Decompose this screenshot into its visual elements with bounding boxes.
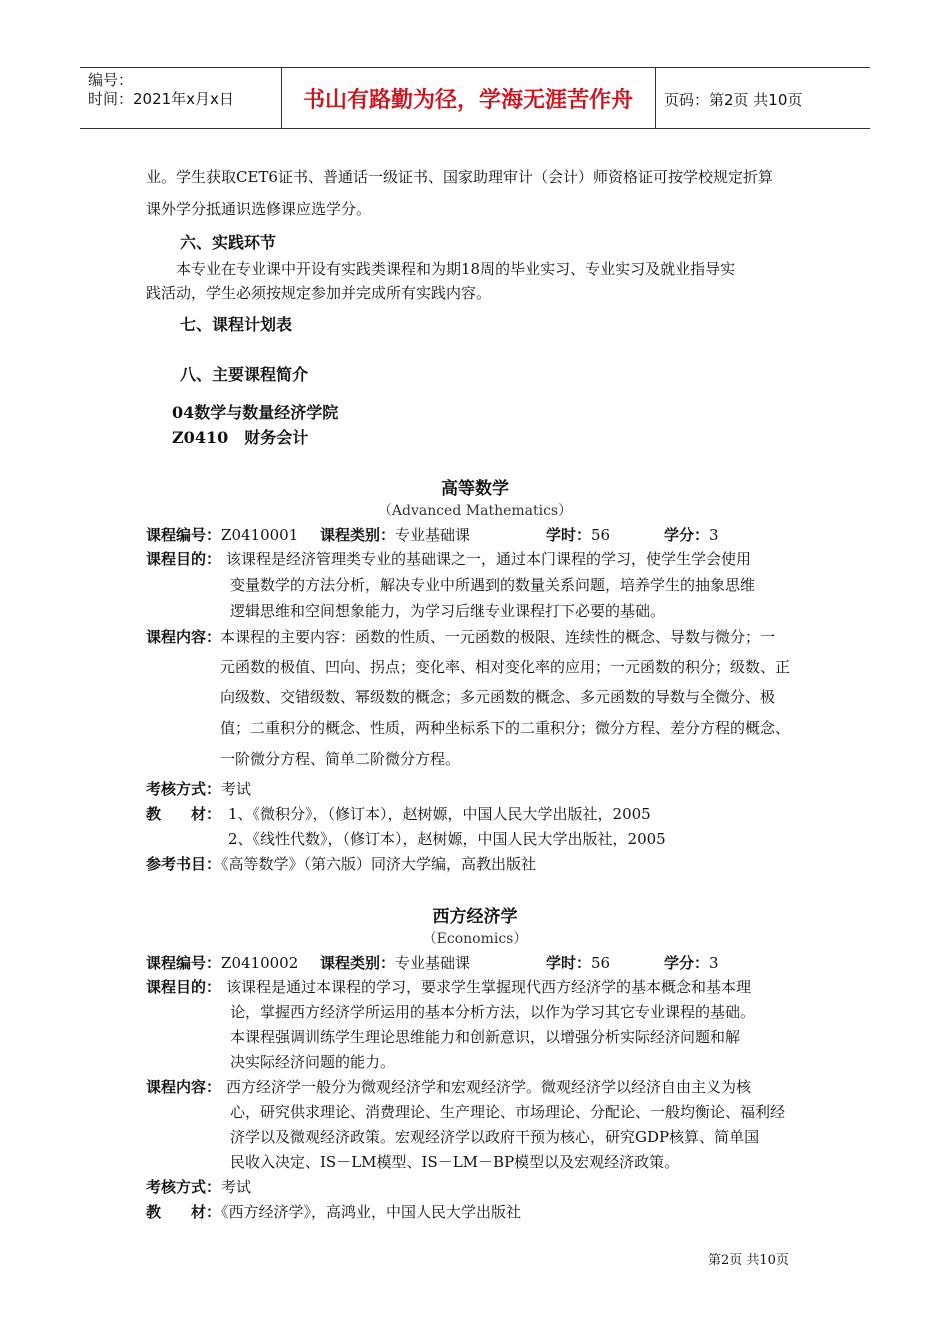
course-type: 专业基础课 (395, 526, 471, 544)
exam-label: 考核方式： (146, 1178, 222, 1196)
course-1-textbook-2: 2、《线性代数》，（修订本），赵树嫄，中国人民大学出版社，2005 (228, 830, 666, 848)
course-type-label: 课程类别： (320, 526, 396, 544)
course-type-label: 课程类别： (320, 954, 396, 972)
textbook-label: 教 材： (146, 1203, 222, 1221)
course-1-textbook-1: 1、《微积分》，（修订本），赵树嫄，中国人民大学出版社，2005 (228, 805, 651, 823)
course-hours-label: 学时： (546, 526, 592, 544)
course-1-content-line-4: 值；二重积分的概念、性质，两种坐标系下的二重积分；微分方程、差分方程的概念、 (220, 719, 791, 737)
college-name: 04数学与数量经济学院 (172, 403, 339, 422)
intro-line-1: 业。学生获取CET6证书、普通话一级证书、国家助理审计（会计）师资格证可按学校规定折算 (146, 168, 773, 186)
course-code: Z0410002 (221, 954, 299, 972)
course-1-content-line-2: 元函数的极值、凹向、拐点；变化率、相对变化率的应用；一元函数的积分；级数、正 (220, 658, 791, 676)
course-credit: 3 (709, 954, 719, 972)
course-2-hours-row (546, 952, 610, 973)
course-1-goal-line-2: 变量数学的方法分析，解决专业中所遇到的数量关系问题，培养学生的抽象思维 (230, 576, 756, 594)
section-7-heading: 七、课程计划表 (180, 315, 293, 334)
course-2-content-line-1: 西方经济学一般分为微观经济学和宏观经济学。微观经济学以经济自由主义为核 (226, 1078, 752, 1096)
course-2-goal-line-1: 该课程是通过本课程的学习，要求学生掌握现代西方经济学的基本概念和基本理 (226, 978, 752, 996)
course-1-type-row (320, 524, 470, 545)
course-2-type-row (320, 952, 470, 973)
course-1-content-label: 课程内容： (146, 628, 222, 646)
reference-label: 参考书目： (146, 855, 222, 873)
course-hours: 56 (591, 954, 611, 972)
course-2-goal-line-2: 论，掌握西方经济学所运用的基本分析方法，以作为学习其它专业课程的基础。 (230, 1003, 756, 1021)
course-1-goal-line-1: 该课程是经济管理类专业的基础课之一，通过本门课程的学习，使学生学会使用 (226, 550, 752, 568)
header-bottom-rule (80, 128, 870, 129)
course-2-code-row (146, 952, 298, 973)
course-code: Z0410001 (221, 526, 299, 544)
course-2-content-line-3: 济学以及微观经济政策。宏观经济学以政府干预为核心，研究GDP核算、简单国 (230, 1128, 760, 1146)
section-6-line-2: 践活动，学生必须按规定参加并完成所有实践内容。 (146, 284, 492, 302)
course-1-goal-label: 课程目的： (146, 550, 222, 568)
header-divider-right (655, 67, 656, 129)
header-top-rule (80, 67, 870, 68)
header-motto: 书山有路勤为径，学海无涯苦作舟 (302, 88, 633, 113)
course-code-label: 课程编号： (146, 526, 222, 544)
course-2-english-title: （Economics） (422, 931, 528, 947)
header-page: 页码：第2页 共10页 (664, 91, 803, 109)
textbook-value: 《西方经济学》，高鸿业，中国人民大学出版社 (221, 1203, 522, 1221)
exam-value: 考试 (221, 1178, 252, 1196)
exam-value: 考试 (221, 780, 252, 798)
intro-line-2: 课外学分抵通识选修课应选学分。 (146, 200, 372, 218)
course-1-hours-row (546, 524, 610, 545)
course-1-exam-row (146, 778, 251, 799)
course-1-credit-row (664, 524, 719, 545)
course-2-content-line-4: 民收入决定、IS－LM模型、IS－LM－BP模型以及宏观经济政策。 (230, 1153, 680, 1171)
course-type: 专业基础课 (395, 954, 471, 972)
section-6-heading: 六、实践环节 (180, 233, 277, 252)
course-1-code-row (146, 524, 298, 545)
course-2-goal-line-4: 决实际经济问题的能力。 (230, 1053, 396, 1071)
exam-label: 考核方式： (146, 780, 222, 798)
course-2-textbook-row (146, 1201, 521, 1222)
course-2-content-line-2: 心，研究供求理论、消费理论、生产理论、市场理论、分配论、一般均衡论、福利经 (230, 1103, 786, 1121)
reference-value: 《高等数学》（第六版）同济大学编，高教出版社 (221, 855, 537, 873)
course-1-content-line-5: 一阶微分方程、简单二阶微分方程。 (220, 750, 461, 768)
section-6-line-1: 本专业在专业课中开设有实践类课程和为期18周的毕业实习、专业实习及就业指导实 (176, 260, 736, 278)
course-credit-label: 学分： (664, 526, 710, 544)
course-credit-label: 学分： (664, 954, 710, 972)
course-2-exam-row (146, 1176, 251, 1197)
course-code-label: 课程编号： (146, 954, 222, 972)
course-2-goal-line-3: 本课程强调训练学生理论思维能力和创新意识，以增强分析实际经济问题和解 (230, 1028, 741, 1046)
course-1-english-title: （Advanced Mathematics） (377, 503, 573, 519)
course-1-content-line-1: 本课程的主要内容：函数的性质、一元函数的极限、连续性的概念、导数与微分；一 (220, 628, 776, 646)
course-1-title: 高等数学 (441, 479, 509, 499)
course-1-goal-line-3: 逻辑思维和空间想象能力，为学习后继专业课程打下必要的基础。 (230, 602, 666, 620)
course-2-credit-row (664, 952, 719, 973)
course-2-content-label: 课程内容： (146, 1078, 222, 1096)
section-8-heading: 八、主要课程简介 (180, 365, 309, 384)
course-hours-label: 学时： (546, 954, 592, 972)
course-1-content-line-3: 向级数、交错级数、幂级数的概念；多元函数的概念、多元函数的导数与全微分、极 (220, 688, 776, 706)
course-2-title: 西方经济学 (432, 907, 518, 927)
course-credit: 3 (709, 526, 719, 544)
footer-page-number: 第2页 共10页 (708, 1253, 789, 1268)
course-1-reference-row (146, 853, 536, 874)
header-time: 时间：2021年x月x日 (88, 90, 234, 108)
header-number-label: 编号： (88, 71, 134, 89)
course-2-goal-label: 课程目的： (146, 978, 222, 996)
major-name: Z0410 财务会计 (172, 428, 309, 447)
course-1-textbook-label: 教 材： (146, 805, 222, 823)
course-hours: 56 (591, 526, 611, 544)
